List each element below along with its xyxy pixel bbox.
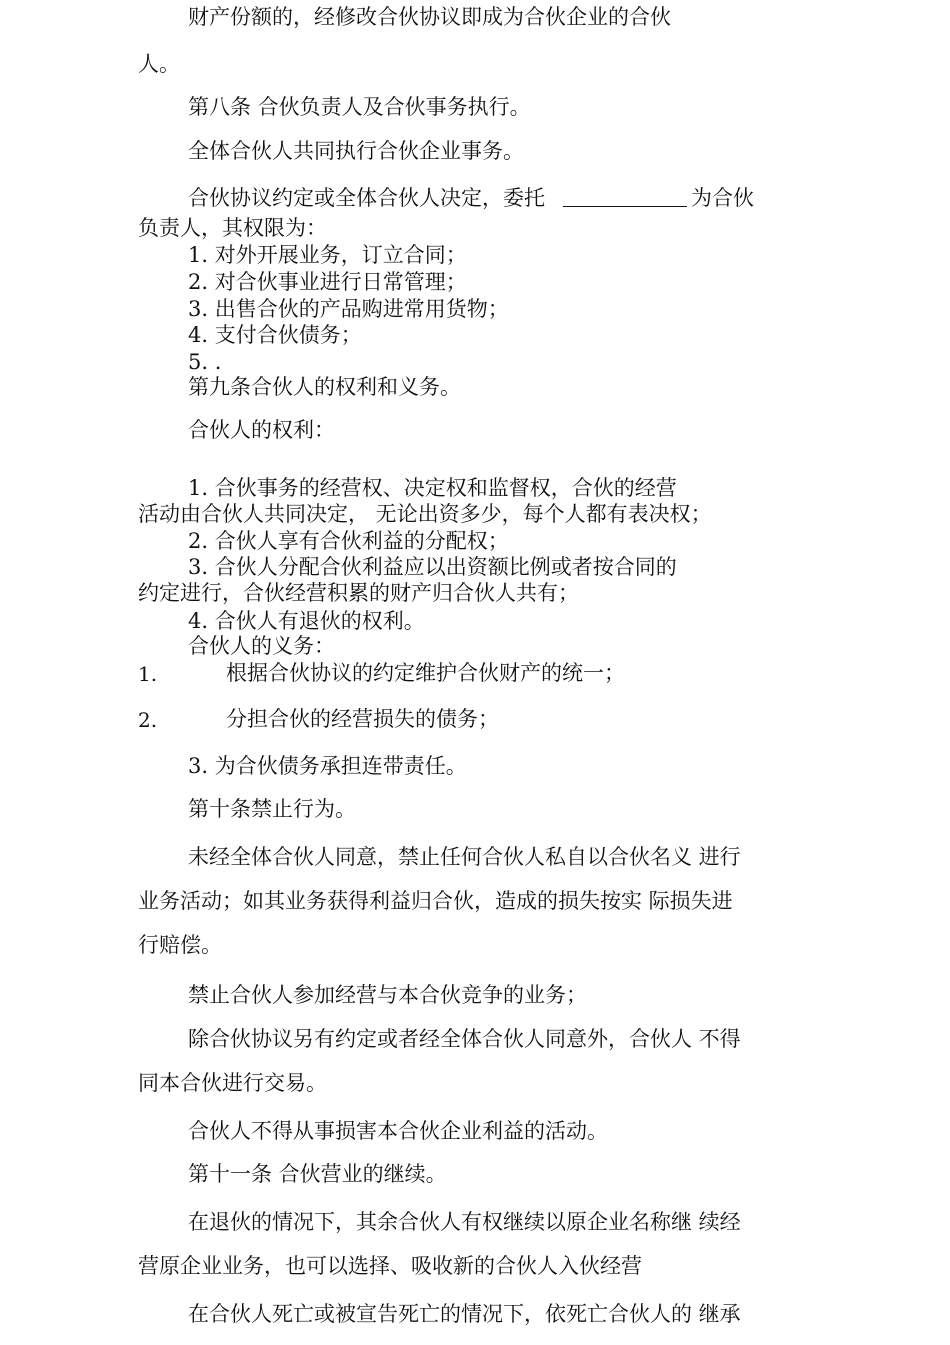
paragraph-line: 同本合伙进行交易。 (138, 1071, 327, 1095)
article-heading-9: 第九条合伙人的权利和义务。 (188, 375, 461, 399)
paragraph-line: 财产份额的，经修改合伙协议即成为合伙企业的合伙 (188, 5, 671, 29)
paragraph-line: 在退伙的情况下，其余合伙人有权继续以原企业名称继 续经 (188, 1210, 741, 1234)
article-heading-8: 第八条 合伙负责人及合伙事务执行。 (188, 95, 531, 119)
list-item: 5. . (188, 350, 222, 374)
paragraph-line: 合伙协议约定或全体合伙人决定，委托 为合伙 (188, 186, 754, 210)
paragraph-line: 未经全体合伙人同意，禁止任何合伙人私自以合伙名义 进行 (188, 845, 741, 869)
list-item: 2. 对合伙事业进行日常管理； (188, 270, 467, 294)
article-heading-10: 第十条禁止行为。 (188, 797, 356, 821)
list-item: 1. 合伙事务的经营权、决定权和监督权，合伙的经营 (188, 476, 677, 500)
paragraph-line: 行赔偿。 (138, 933, 222, 957)
list-item: 3. 出售合伙的产品购进常用货物； (188, 297, 509, 321)
list-item: 2. 合伙人享有合伙利益的分配权； (188, 529, 509, 553)
paragraph-line: 在合伙人死亡或被宣告死亡的情况下，依死亡合伙人的 继承 (188, 1302, 741, 1326)
list-item: 4. 支付合伙债务； (188, 323, 362, 347)
list-number: 2. (138, 708, 158, 732)
paragraph-line: 营原企业业务，也可以选择、吸收新的合伙人入伙经营 (138, 1254, 642, 1278)
paragraph-line: 约定进行，合伙经营积累的财产归合伙人共有； (138, 581, 579, 605)
list-item: 4. 合伙人有退伙的权利。 (188, 609, 425, 633)
paragraph-line: 全体合伙人共同执行合伙企业事务。 (188, 139, 524, 163)
paragraph-line: 禁止合伙人参加经营与本合伙竞争的业务； (188, 983, 587, 1007)
paragraph-line: 负责人，其权限为： (138, 216, 327, 240)
paragraph-line: 业务活动；如其业务获得利益归合伙，造成的损失按实 际损失进 (138, 889, 733, 913)
list-item: 1. 对外开展业务，订立合同； (188, 243, 467, 267)
paragraph-line: 合伙人的权利： (188, 418, 335, 442)
paragraph-line: 合伙人的义务： (188, 634, 335, 658)
list-item: 分担合伙的经营损失的债务； (226, 707, 499, 731)
paragraph-line: 人。 (138, 52, 180, 76)
fill-in-blank (563, 190, 687, 207)
paragraph-line: 活动由合伙人共同决定， 无论出资多少，每个人都有表决权； (138, 502, 712, 526)
paragraph-line: 合伙人不得从事损害本合伙企业利益的活动。 (188, 1119, 608, 1143)
article-heading-11: 第十一条 合伙营业的继续。 (188, 1162, 447, 1186)
list-number: 1. (138, 662, 158, 686)
list-item: 根据合伙协议的约定维护合伙财产的统一； (226, 661, 625, 685)
paragraph-line: 除合伙协议另有约定或者经全体合伙人同意外，合伙人 不得 (188, 1027, 741, 1051)
list-item: 3. 为合伙债务承担连带责任。 (188, 754, 467, 778)
list-item: 3. 合伙人分配合伙利益应以出资额比例或者按合同的 (188, 555, 677, 579)
